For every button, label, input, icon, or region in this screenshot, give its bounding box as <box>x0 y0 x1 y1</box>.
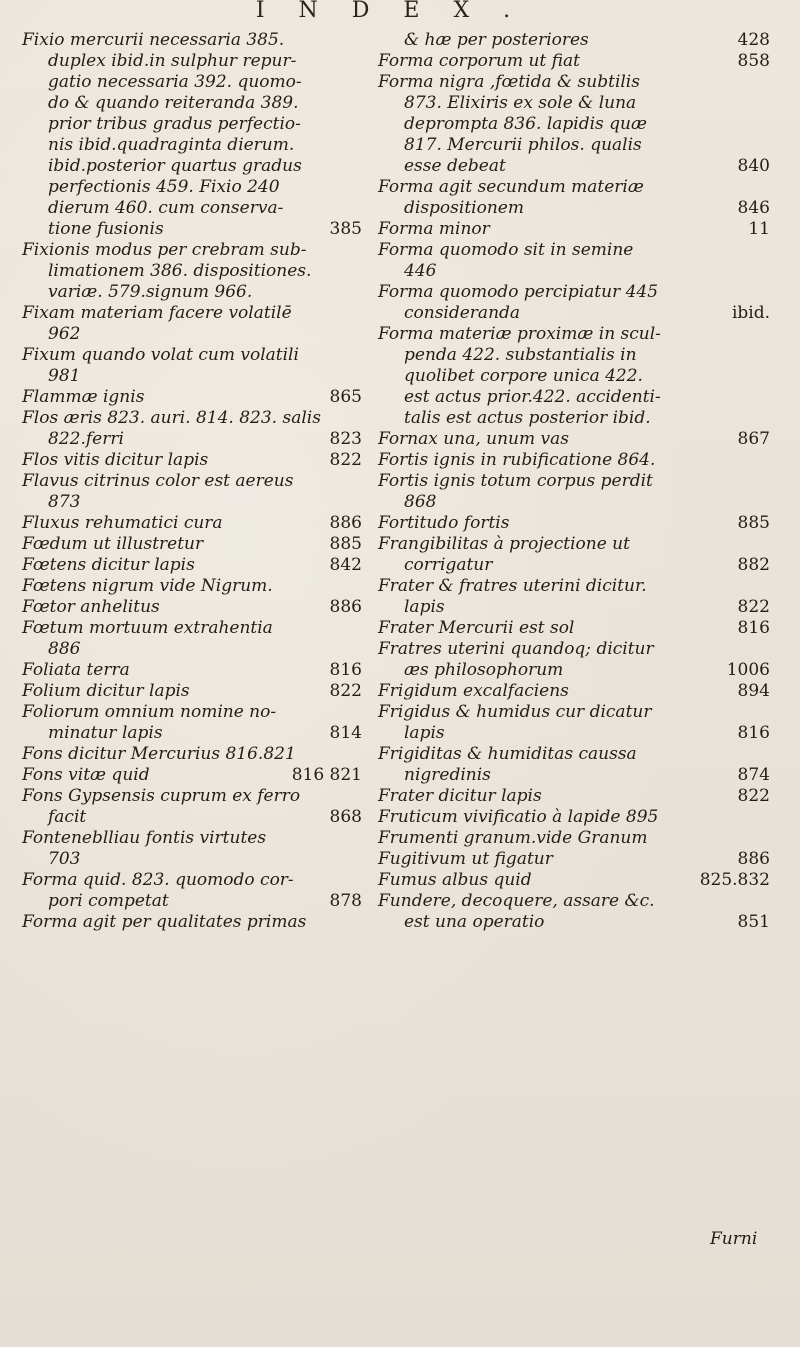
entry-text: Forma corporum ut fiat <box>378 51 580 71</box>
page-reference: 825.832 <box>699 870 770 890</box>
index-entry-line <box>22 72 362 93</box>
index-entry-line <box>22 345 362 366</box>
entry-text: 446 <box>404 261 437 281</box>
index-entry-line <box>22 639 362 660</box>
index-entry-line <box>378 366 770 387</box>
entry-text: Foliorum omnium nomine no- <box>22 702 277 722</box>
entry-text: Fœtum mortuum extrahentia <box>22 618 273 638</box>
entry-text: Fons dicitur Mercurius 816.821 <box>22 744 296 764</box>
index-entry-line <box>378 555 770 576</box>
index-entry-line <box>22 492 362 513</box>
index-entry-line <box>22 387 362 408</box>
index-entry-line <box>378 387 770 408</box>
entry-text: 868 <box>404 492 437 512</box>
entry-text: quolibet corpore unica 422. <box>404 366 643 386</box>
entry-text: perfectionis 459. Fixio 240 <box>48 177 280 197</box>
index-entry-line <box>22 534 362 555</box>
index-entry-line <box>378 219 770 240</box>
entry-text: variæ. 579.signum 966. <box>48 282 253 302</box>
page-reference: 822 <box>737 597 770 617</box>
index-entry-line <box>378 807 770 828</box>
entry-text: Fugitivum ut figatur <box>378 849 553 869</box>
entry-text: est actus prior.422. accidenti- <box>404 387 661 407</box>
page-reference: 428 <box>737 30 770 50</box>
index-entry-line <box>22 114 362 135</box>
entry-text: Forma nigra ,fœtida & subtilis <box>378 72 640 92</box>
page-reference: 823 <box>329 429 362 449</box>
entry-text: Fumus albus quid <box>378 870 532 890</box>
index-entry-line <box>378 51 770 72</box>
page-reference: 816 <box>737 723 770 743</box>
page-reference: 822 <box>737 786 770 806</box>
entry-text: 822.ferri <box>48 429 124 449</box>
page-reference: 885 <box>329 534 362 554</box>
entry-text: Flavus citrinus color est aereus <box>22 471 294 491</box>
index-entry-line <box>378 177 770 198</box>
page-reference: 816 821 <box>291 765 362 785</box>
index-entry-line <box>378 576 770 597</box>
entry-text: Frigiditas & humiditas caussa <box>378 744 637 764</box>
page-reference: 822 <box>329 681 362 701</box>
index-entry-line <box>22 576 362 597</box>
index-entry-line <box>22 471 362 492</box>
page-reference: 882 <box>737 555 770 575</box>
page-reference: 840 <box>737 156 770 176</box>
right-index-column <box>378 30 770 933</box>
entry-text: æs philosophorum <box>404 660 564 680</box>
page-reference: 885 <box>737 513 770 533</box>
page-reference: 846 <box>737 198 770 218</box>
index-entry-line <box>378 786 770 807</box>
entry-text: Frangibilitas à projectione ut <box>378 534 630 554</box>
entry-text: 962 <box>48 324 81 344</box>
entry-text: talis est actus posterior ibid. <box>404 408 651 428</box>
entry-text: 886 <box>48 639 81 659</box>
index-entry-line <box>22 723 362 744</box>
index-entry-line <box>22 324 362 345</box>
page-reference: 894 <box>737 681 770 701</box>
entry-text: nis ibid.quadraginta dierum. <box>48 135 295 155</box>
index-entry-line <box>22 219 362 240</box>
index-entry-line <box>378 723 770 744</box>
entry-text: deprompta 836. lapidis quæ <box>404 114 647 134</box>
entry-text: Fœdum ut illustretur <box>22 534 204 554</box>
index-entry-line <box>378 30 770 51</box>
entry-text: dispositionem <box>404 198 524 218</box>
page-reference: 851 <box>737 912 770 932</box>
index-entry-line <box>378 912 770 933</box>
entry-text: duplex ibid.in sulphur repur- <box>48 51 297 71</box>
index-entry-line <box>22 240 362 261</box>
index-entry-line <box>22 660 362 681</box>
entry-text: 817. Mercurii philos. qualis <box>404 135 642 155</box>
entry-text: Forma quomodo sit in semine <box>378 240 634 260</box>
entry-text: Fœtor anhelitus <box>22 597 160 617</box>
page-reference: 886 <box>329 597 362 617</box>
page-reference: 878 <box>329 891 362 911</box>
entry-text: Frigidus & humidus cur dicatur <box>378 702 652 722</box>
index-entry-line <box>378 534 770 555</box>
index-entry-line <box>22 156 362 177</box>
index-entry-line <box>378 828 770 849</box>
entry-text: Fonteneblliau fontis virtutes <box>22 828 267 848</box>
page-reference: 822 <box>329 450 362 470</box>
entry-text: & hæ per posteriores <box>404 30 589 50</box>
index-entry-line <box>22 555 362 576</box>
entry-text: lapis <box>404 597 445 617</box>
page-reference: 842 <box>329 555 362 575</box>
page-reference: 874 <box>737 765 770 785</box>
entry-text: Fixio mercurii necessaria 385. <box>22 30 285 50</box>
entry-text: dierum 460. cum conserva- <box>48 198 284 218</box>
index-entry-line <box>22 303 362 324</box>
entry-text: Fœtens nigrum vide Nigrum. <box>22 576 273 596</box>
entry-text: Fixionis modus per crebram sub- <box>22 240 307 260</box>
entry-text: pori competat <box>48 891 169 911</box>
page-reference: 385 <box>329 219 362 239</box>
entry-text: Fixum quando volat cum volatili <box>22 345 299 365</box>
index-entry-line <box>22 597 362 618</box>
index-entry-line <box>378 513 770 534</box>
entry-text: prior tribus gradus perfectio- <box>48 114 301 134</box>
entry-text: Foliata terra <box>22 660 130 680</box>
left-index-column <box>22 30 362 933</box>
index-entry-line <box>378 744 770 765</box>
index-entry-line <box>378 282 770 303</box>
entry-text: Frater & fratres uterini dicitur. <box>378 576 647 596</box>
entry-text: facit <box>48 807 87 827</box>
index-entry-line <box>378 639 770 660</box>
entry-text: gatio necessaria 392. quomo- <box>48 72 302 92</box>
entry-text: Frigidum excalfaciens <box>378 681 569 701</box>
entry-text: corrigatur <box>404 555 493 575</box>
index-entry-line <box>378 114 770 135</box>
page-reference: 868 <box>329 807 362 827</box>
index-entry-line <box>22 849 362 870</box>
index-entry-line <box>378 93 770 114</box>
index-entry-line <box>22 912 362 933</box>
index-entry-line <box>378 891 770 912</box>
page-reference: 816 <box>737 618 770 638</box>
index-entry-line <box>378 429 770 450</box>
entry-text: Fratres uterini quandoq; dicitur <box>378 639 654 659</box>
index-entry-line <box>378 408 770 429</box>
page-reference: 886 <box>329 513 362 533</box>
page-reference: ibid. <box>731 303 770 323</box>
index-entry-line <box>378 261 770 282</box>
index-entry-line <box>22 450 362 471</box>
entry-text: Forma minor <box>378 219 490 239</box>
page-reference: 858 <box>737 51 770 71</box>
entry-text: do & quando reiteranda 389. <box>48 93 299 113</box>
index-entry-line <box>22 744 362 765</box>
page-reference: 886 <box>737 849 770 869</box>
index-entry-line <box>378 870 770 891</box>
entry-text: tione fusionis <box>48 219 164 239</box>
index-entry-line <box>22 408 362 429</box>
entry-text: ibid.posterior quartus gradus <box>48 156 302 176</box>
index-entry-line <box>22 891 362 912</box>
entry-text: esse debeat <box>404 156 506 176</box>
index-entry-line <box>22 93 362 114</box>
entry-text: Fortitudo fortis <box>378 513 510 533</box>
page-reference: 814 <box>329 723 362 743</box>
entry-text: Fundere, decoquere, assare &c. <box>378 891 655 911</box>
index-entry-line <box>378 450 770 471</box>
index-entry-line <box>22 135 362 156</box>
index-entry-line <box>22 282 362 303</box>
index-entry-line <box>378 135 770 156</box>
entry-text: Flammæ ignis <box>22 387 145 407</box>
entry-text: 873. Elixiris ex sole & luna <box>404 93 637 113</box>
index-entry-line <box>22 429 362 450</box>
catchword: Furni <box>710 1229 758 1249</box>
entry-text: Flos vitis dicitur lapis <box>22 450 209 470</box>
index-entry-line <box>378 618 770 639</box>
page-reference: 1006 <box>726 660 770 680</box>
index-entry-line <box>22 786 362 807</box>
index-entry-line <box>378 324 770 345</box>
entry-text: penda 422. substantialis in <box>404 345 637 365</box>
index-entry-line <box>22 51 362 72</box>
entry-text: 703 <box>48 849 81 869</box>
entry-text: Fixam materiam facere volatilē <box>22 303 292 323</box>
entry-text: nigredinis <box>404 765 491 785</box>
index-entry-line <box>22 828 362 849</box>
index-entry-line <box>378 597 770 618</box>
entry-text: Fortis ignis totum corpus perdit <box>378 471 653 491</box>
index-entry-line <box>22 702 362 723</box>
index-entry-line <box>22 513 362 534</box>
index-entry-line <box>22 618 362 639</box>
entry-text: Fons vitæ quid <box>22 765 150 785</box>
index-entry-line <box>378 681 770 702</box>
entry-text: est una operatio <box>404 912 545 932</box>
entry-text: consideranda <box>404 303 521 323</box>
index-entry-line <box>22 198 362 219</box>
entry-text: Fruticum vivificatio à lapide 895 <box>378 807 659 827</box>
entry-text: 873 <box>48 492 81 512</box>
entry-text: Frumenti granum.vide Granum <box>378 828 648 848</box>
entry-text: lapis <box>404 723 445 743</box>
index-entry-line <box>378 849 770 870</box>
index-entry-line <box>378 660 770 681</box>
entry-text: Frater Mercurii est sol <box>378 618 575 638</box>
entry-text: Fornax una, unum vas <box>378 429 569 449</box>
page-reference: 867 <box>737 429 770 449</box>
index-entry-line <box>378 156 770 177</box>
index-entry-line <box>22 366 362 387</box>
entry-text: 981 <box>48 366 81 386</box>
index-entry-line <box>22 261 362 282</box>
entry-text: minatur lapis <box>48 723 163 743</box>
index-entry-line <box>378 702 770 723</box>
index-entry-line <box>378 765 770 786</box>
index-entry-line <box>378 345 770 366</box>
index-entry-line <box>378 72 770 93</box>
index-entry-line <box>22 765 362 786</box>
index-entry-line <box>22 870 362 891</box>
entry-text: limationem 386. dispositiones. <box>48 261 312 281</box>
entry-text: Folium dicitur lapis <box>22 681 190 701</box>
index-entry-line <box>22 807 362 828</box>
index-entry-line <box>22 177 362 198</box>
page-reference: 865 <box>329 387 362 407</box>
entry-text: Flos æris 823. auri. 814. 823. salis <box>22 408 321 428</box>
index-entry-line <box>378 303 770 324</box>
entry-text: Fons Gypsensis cuprum ex ferro <box>22 786 301 806</box>
page-header: INDEX. <box>255 0 545 23</box>
index-entry-line <box>378 492 770 513</box>
index-entry-line <box>22 30 362 51</box>
entry-text: Forma quid. 823. quomodo cor- <box>22 870 294 890</box>
page-reference: 816 <box>329 660 362 680</box>
index-entry-line <box>378 471 770 492</box>
page-reference: 11 <box>748 219 770 239</box>
index-entry-line <box>378 198 770 219</box>
entry-text: Fortis ignis in rubificatione 864. <box>378 450 656 470</box>
index-entry-line <box>22 681 362 702</box>
entry-text: Fœtens dicitur lapis <box>22 555 195 575</box>
entry-text: Forma agit secundum materiæ <box>378 177 644 197</box>
entry-text: Frater dicitur lapis <box>378 786 542 806</box>
entry-text: Forma agit per qualitates primas <box>22 912 307 932</box>
entry-text: Forma quomodo percipiatur 445 <box>378 282 659 302</box>
entry-text: Forma materiæ proximæ in scul- <box>378 324 661 344</box>
entry-text: Fluxus rehumatici cura <box>22 513 223 533</box>
index-entry-line <box>378 240 770 261</box>
